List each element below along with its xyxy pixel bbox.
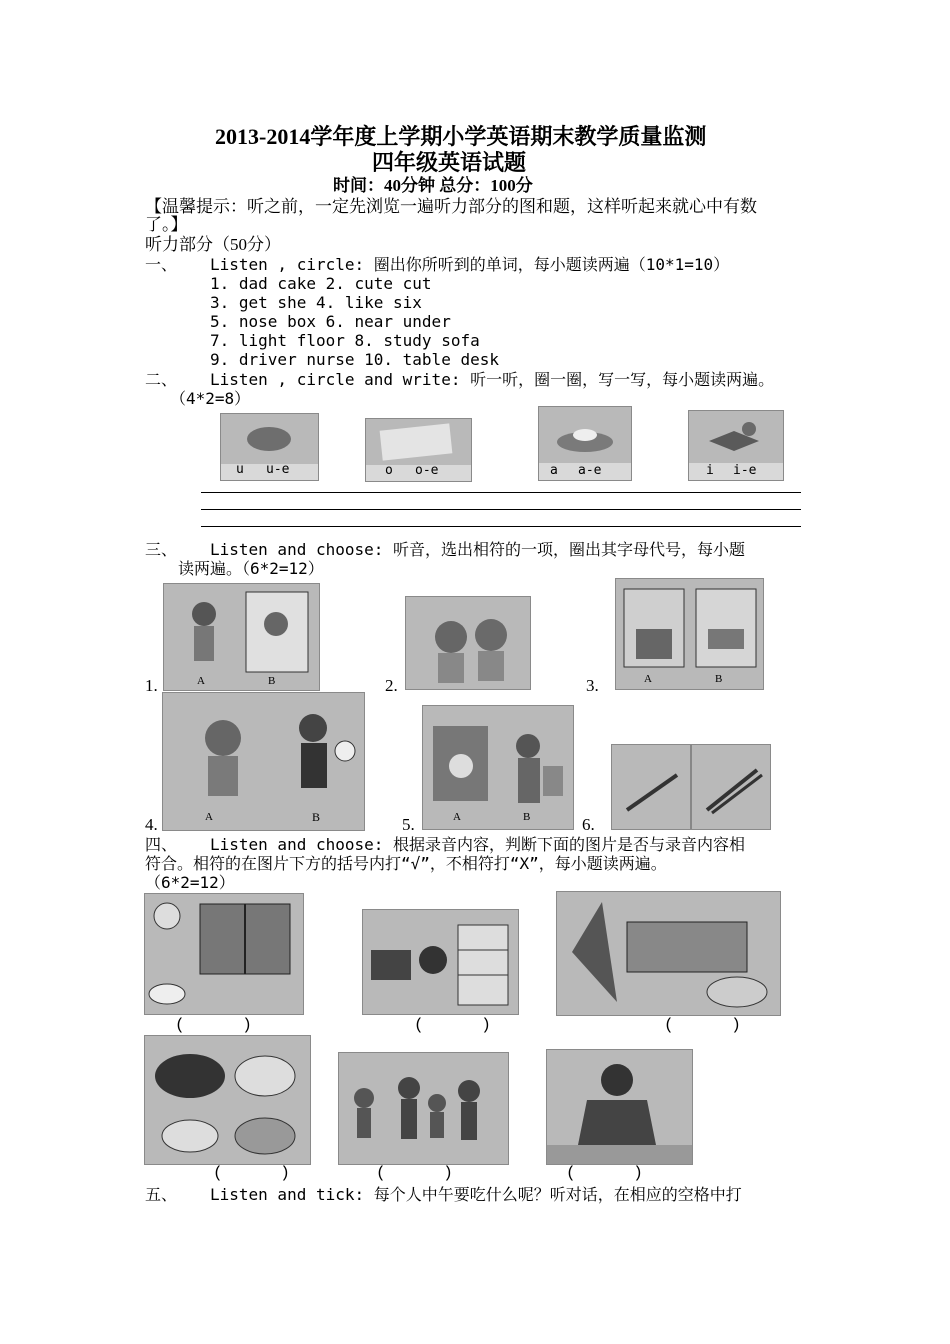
- section3-num: 三、: [145, 540, 178, 559]
- tip-line-2: 了。】: [145, 215, 188, 234]
- q3-option-b: B: [312, 810, 321, 824]
- section4-score: （6*2=12）: [145, 873, 235, 892]
- time-info: 时间：40分钟 总分：100分: [333, 176, 533, 195]
- q3-option-a: A: [644, 673, 652, 685]
- phonics-card-4-right: i-e: [733, 463, 757, 478]
- q3-item-6-image: [611, 744, 771, 830]
- phonics-card-2-right: o-e: [415, 463, 439, 478]
- section2-num: 二、: [145, 370, 178, 389]
- q3-item-label: 5.: [402, 815, 415, 834]
- section4-instruction-2: 符合。相符的在图片下方的括号内打“√”，不相符打“X”，每小题读两遍。: [145, 854, 667, 873]
- section5-instruction: Listen and tick: 每个人中午要吃什么呢？听对话，在相应的空格中打: [210, 1185, 742, 1204]
- q3-item-1-image: [163, 583, 320, 691]
- q3-option-b: B: [715, 673, 723, 685]
- q3-item-4-image: [162, 692, 365, 831]
- phonics-card-4-left: i: [706, 463, 714, 478]
- page-subtitle: 四年级英语试题: [372, 150, 527, 175]
- q3-option-a: A: [205, 811, 213, 823]
- q4-answer-bracket[interactable]: ( ): [414, 1016, 491, 1034]
- q4-answer-bracket[interactable]: ( ): [376, 1164, 453, 1182]
- q3-item-5-image: [422, 705, 574, 830]
- q3-option-a: A: [197, 675, 205, 687]
- writing-line-1[interactable]: [201, 492, 801, 493]
- section5-num: 五、: [145, 1185, 178, 1204]
- q3-item-label: 6.: [582, 815, 595, 834]
- q4-image-5: [338, 1052, 509, 1165]
- q4-answer-bracket[interactable]: ( ): [566, 1164, 643, 1182]
- section1-num: 一、: [145, 255, 178, 274]
- q4-image-1: [144, 893, 304, 1015]
- section3-instruction: Listen and choose: 听音，选出相符的一项，圈出其字母代号，每小题: [210, 540, 746, 559]
- q4-answer-bracket[interactable]: ( ): [664, 1016, 741, 1034]
- q4-image-3: [556, 891, 781, 1016]
- writing-line-3[interactable]: [201, 526, 801, 527]
- section1-row: 3. get she 4. like six: [210, 293, 422, 312]
- phonics-card-3-left: a: [550, 463, 558, 478]
- q3-option-b: B: [523, 811, 531, 823]
- section1-row: 1. dad cake 2. cute cut: [210, 274, 432, 293]
- section1-instruction: Listen , circle: 圈出你所听到的单词，每小题读两遍（10*1=10）: [210, 255, 730, 274]
- q3-item-label: 1.: [145, 676, 158, 695]
- section3-instruction-2: 读两遍。（6*2=12）: [178, 559, 324, 578]
- q3-item-2-image: [405, 596, 531, 690]
- phonics-card-2-left: o: [385, 463, 393, 478]
- writing-line-2[interactable]: [201, 509, 801, 510]
- tip-line-1: 【温馨提示：听之前，一定先浏览一遍听力部分的图和题，这样听起来就心中有数: [145, 197, 757, 216]
- q4-image-2: [362, 909, 519, 1015]
- q3-item-label: 4.: [145, 815, 158, 834]
- section1-row: 9. driver nurse 10. table desk: [210, 350, 499, 369]
- section4-instruction: Listen and choose: 根据录音内容，判断下面的图片是否与录音内容相: [210, 835, 746, 854]
- q4-image-6: [546, 1049, 693, 1165]
- q3-item-label: 3.: [586, 676, 599, 695]
- phonics-card-3-right: a-e: [578, 463, 602, 478]
- q4-answer-bracket[interactable]: ( ): [213, 1164, 290, 1182]
- section4-num: 四、: [145, 835, 178, 854]
- q3-item-label: 2.: [385, 676, 398, 695]
- q3-item-3-image: [615, 578, 764, 690]
- section1-row: 7. light floor 8. study sofa: [210, 331, 480, 350]
- listening-header: 听力部分（50分）: [145, 235, 281, 254]
- phonics-card-1-right: u-e: [266, 462, 290, 477]
- section2-score: （4*2=8）: [170, 389, 251, 408]
- q3-option-b: B: [268, 675, 276, 687]
- q4-image-4: [144, 1035, 311, 1165]
- phonics-card-1-left: u: [236, 462, 244, 477]
- q4-answer-bracket[interactable]: ( ): [175, 1016, 252, 1034]
- q3-option-a: A: [453, 811, 461, 823]
- section1-row: 5. nose box 6. near under: [210, 312, 451, 331]
- page-title: 2013-2014学年度上学期小学英语期末教学质量监测: [215, 124, 707, 149]
- section2-instruction: Listen , circle and write: 听一听，圈一圈，写一写，每小题读两遍。: [210, 370, 775, 389]
